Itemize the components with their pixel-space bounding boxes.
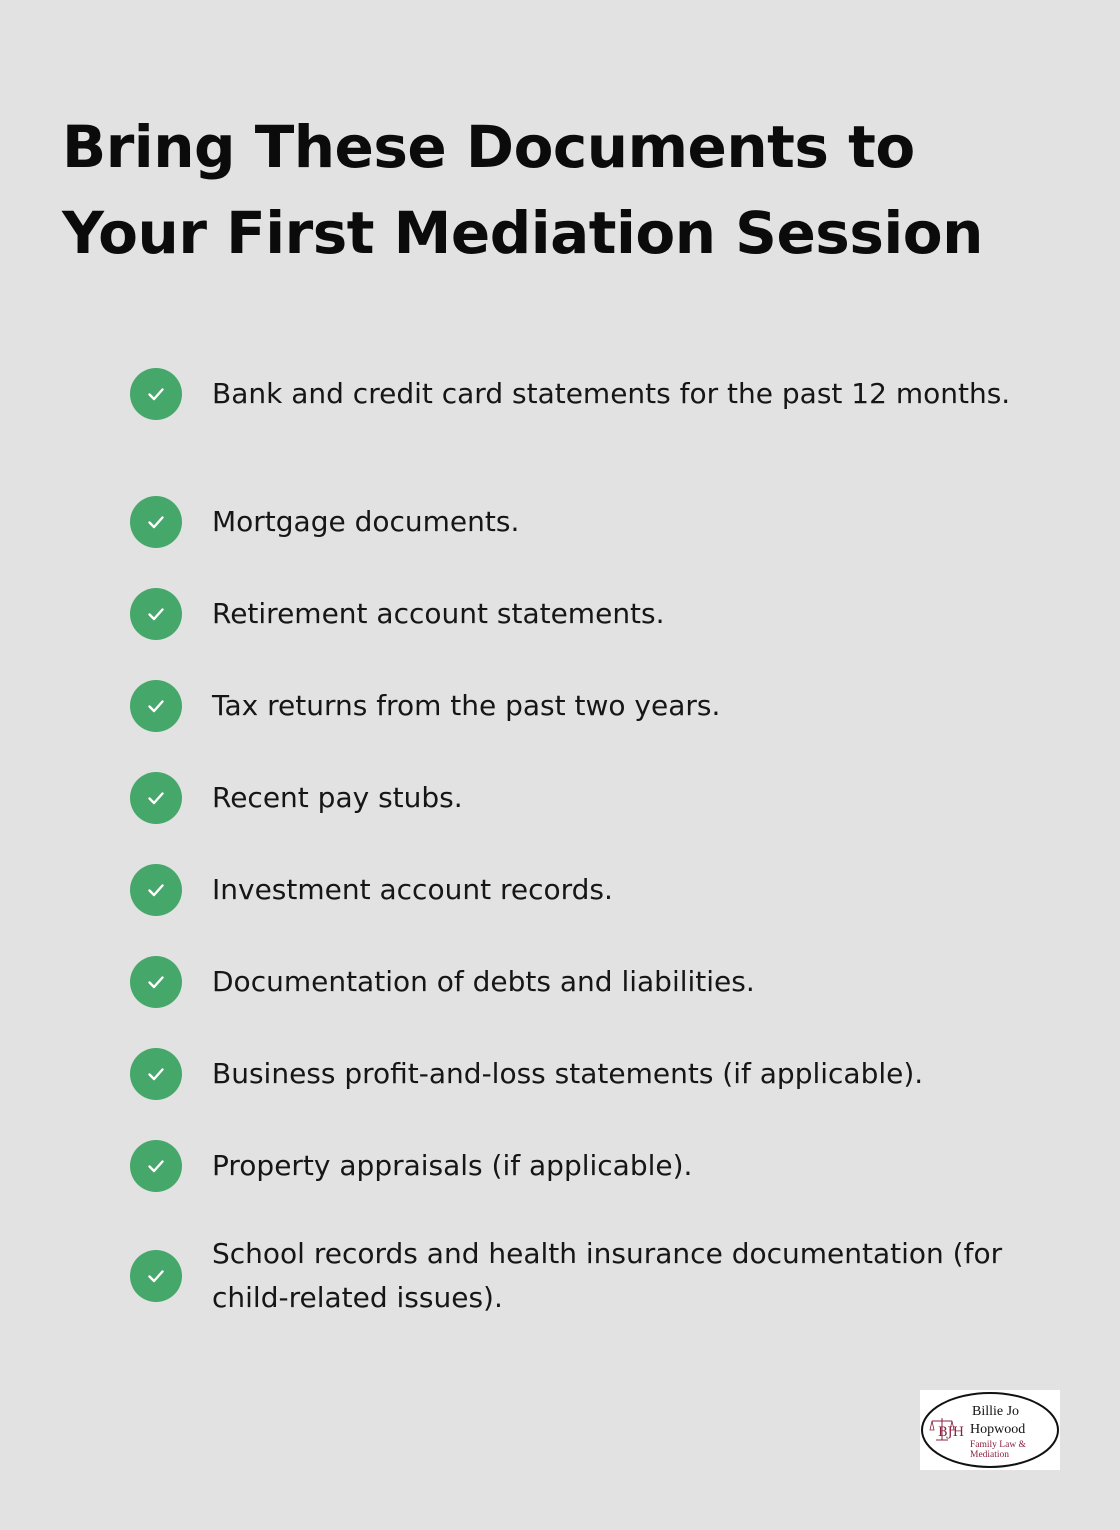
check-icon [130, 956, 182, 1008]
logo-tagline-1: Family Law & [970, 1440, 1026, 1450]
check-icon [130, 496, 182, 548]
check-icon [130, 1048, 182, 1100]
logo-monogram: BJH [937, 1425, 965, 1440]
list-item [130, 680, 1030, 732]
list-item [130, 1048, 1030, 1100]
list-item-label: Mortgage documents. [212, 505, 520, 538]
check-icon [130, 1250, 182, 1302]
list-item [130, 772, 1030, 824]
list-item-label: Retirement account statements. [212, 597, 665, 630]
page-title: Bring These Documents to Your First Mediation Session [62, 113, 983, 267]
list-item-label: Investment account records. [212, 873, 613, 906]
list-item [130, 1140, 1030, 1192]
check-icon [130, 368, 182, 420]
list-item-label: Tax returns from the past two years. [212, 689, 721, 722]
check-icon [130, 680, 182, 732]
list-item [130, 588, 1030, 640]
list-item-label: Recent pay stubs. [212, 781, 463, 814]
list-item-label: Documentation of debts and liabilities. [212, 965, 755, 998]
list-item-label: Business profit-and-loss statements (if applicable). [212, 1057, 924, 1090]
list-item-label: Property appraisals (if applicable). [212, 1149, 693, 1182]
list-item [130, 1232, 1030, 1320]
check-icon [130, 588, 182, 640]
list-item-label: School records and health insurance documentation (for child-related issues). [212, 1237, 1003, 1314]
logo-name-last: Hopwood [970, 1422, 1026, 1437]
check-icon [130, 864, 182, 916]
list-item [130, 864, 1030, 916]
list-item-label: Bank and credit card statements for the past 12 months. [212, 377, 1011, 410]
check-icon [130, 1140, 182, 1192]
list-item [130, 956, 1030, 1008]
check-icon [130, 772, 182, 824]
logo-tagline-2: Mediation [970, 1450, 1010, 1460]
list-item [130, 368, 1030, 420]
list-item [130, 496, 1030, 548]
company-logo [920, 1390, 1060, 1470]
logo-name-first: Billie Jo [972, 1404, 1020, 1419]
